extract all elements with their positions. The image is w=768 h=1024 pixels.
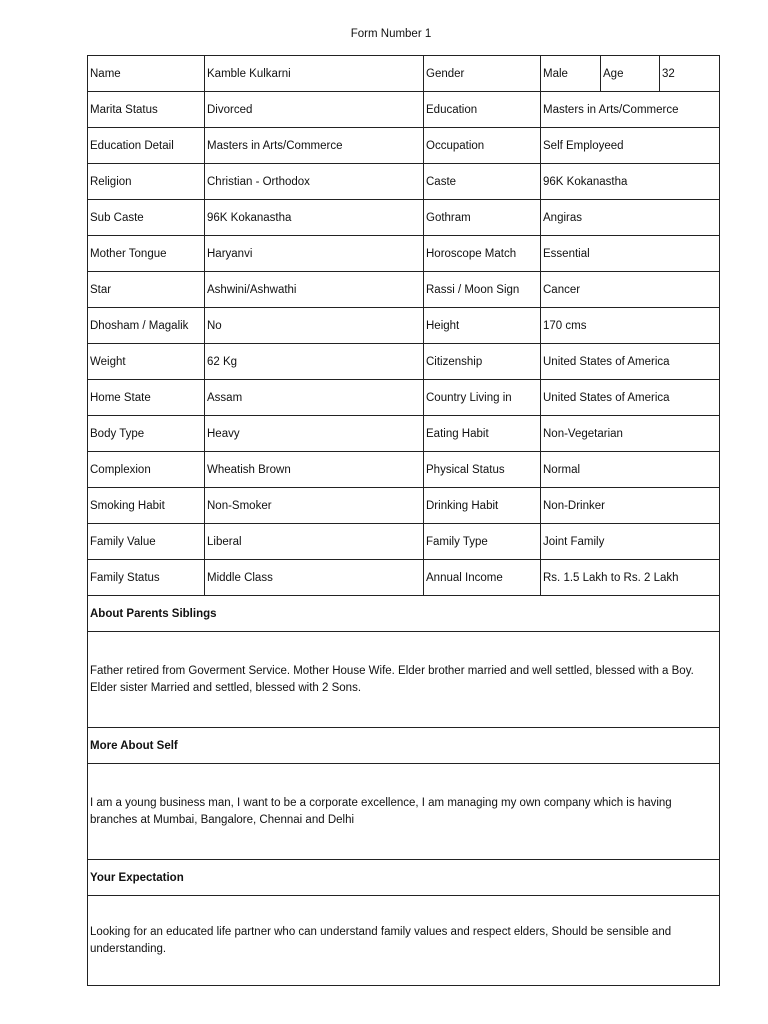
- field-value: Assam: [205, 380, 424, 416]
- field-label: Physical Status: [424, 452, 541, 488]
- form-row: [88, 92, 720, 128]
- section-text-about-self: I am a young business man, I want to be a corporate excellence, I am managing my own company which is having branches at Mumbai, Bangalore, Chennai and Delhi: [88, 764, 720, 860]
- field-label: Smoking Habit: [88, 488, 205, 524]
- field-label: Education Detail: [88, 128, 205, 164]
- field-value: Divorced: [205, 92, 424, 128]
- form-row: [88, 452, 720, 488]
- field-label: Body Type: [88, 416, 205, 452]
- form-row: [88, 524, 720, 560]
- section-heading-about-self: More About Self: [88, 728, 720, 764]
- age-label: Age: [601, 56, 660, 92]
- form-row: [88, 128, 720, 164]
- field-label: Sub Caste: [88, 200, 205, 236]
- field-label: Caste: [424, 164, 541, 200]
- form-row: [88, 416, 720, 452]
- section-heading-row: [88, 596, 720, 632]
- field-value: 96K Kokanastha: [541, 164, 720, 200]
- field-label: Country Living in: [424, 380, 541, 416]
- field-label: Family Status: [88, 560, 205, 596]
- field-label: Home State: [88, 380, 205, 416]
- field-label: Gothram: [424, 200, 541, 236]
- field-label: Star: [88, 272, 205, 308]
- field-label: Family Value: [88, 524, 205, 560]
- form-row: [88, 164, 720, 200]
- field-label: Height: [424, 308, 541, 344]
- field-value: Liberal: [205, 524, 424, 560]
- field-value: Masters in Arts/Commerce: [205, 128, 424, 164]
- section-text-row: [88, 632, 720, 728]
- field-value: Non-Vegetarian: [541, 416, 720, 452]
- field-value: 96K Kokanastha: [205, 200, 424, 236]
- field-label: Education: [424, 92, 541, 128]
- form-row-name: [88, 56, 720, 92]
- field-value: Heavy: [205, 416, 424, 452]
- name-label: Name: [88, 56, 205, 92]
- section-heading-row: [88, 860, 720, 896]
- form-row: [88, 200, 720, 236]
- field-label: Drinking Habit: [424, 488, 541, 524]
- field-value: No: [205, 308, 424, 344]
- form-row: [88, 488, 720, 524]
- field-label: Rassi / Moon Sign: [424, 272, 541, 308]
- field-value: Wheatish Brown: [205, 452, 424, 488]
- form-row: [88, 236, 720, 272]
- field-label: Religion: [88, 164, 205, 200]
- field-value: United States of America: [541, 344, 720, 380]
- form-row: [88, 380, 720, 416]
- field-value: Ashwini/Ashwathi: [205, 272, 424, 308]
- section-heading-parents-siblings: About Parents Siblings: [88, 596, 720, 632]
- section-text-parents-siblings: Father retired from Goverment Service. Mother House Wife. Elder brother married and well settled, blessed with a Boy. Elder sister Married and settled, blessed with 2 Sons.: [88, 632, 720, 728]
- section-text-expectation: Looking for an educated life partner who can understand family values and respect elders, Should be sensible and understanding.: [88, 896, 720, 986]
- field-label: Annual Income: [424, 560, 541, 596]
- field-label: Complexion: [88, 452, 205, 488]
- field-label: Family Type: [424, 524, 541, 560]
- field-value: Cancer: [541, 272, 720, 308]
- field-value: Joint Family: [541, 524, 720, 560]
- gender-value: Male: [541, 56, 601, 92]
- field-value: Self Employeed: [541, 128, 720, 164]
- field-label: Marita Status: [88, 92, 205, 128]
- form-title: Form Number 1: [350, 28, 432, 40]
- field-label: Mother Tongue: [88, 236, 205, 272]
- age-value: 32: [660, 56, 720, 92]
- field-value: 62 Kg: [205, 344, 424, 380]
- field-label: Eating Habit: [424, 416, 541, 452]
- field-value: Non-Smoker: [205, 488, 424, 524]
- field-label: Horoscope Match: [424, 236, 541, 272]
- field-value: Rs. 1.5 Lakh to Rs. 2 Lakh: [541, 560, 720, 596]
- field-label: Citizenship: [424, 344, 541, 380]
- section-heading-row: [88, 728, 720, 764]
- section-heading-expectation: Your Expectation: [88, 860, 720, 896]
- field-value: Christian - Orthodox: [205, 164, 424, 200]
- profile-form-table: [87, 55, 720, 986]
- field-value: United States of America: [541, 380, 720, 416]
- gender-label: Gender: [424, 56, 541, 92]
- field-value: Normal: [541, 452, 720, 488]
- form-row: [88, 308, 720, 344]
- form-row: [88, 272, 720, 308]
- field-value: Essential: [541, 236, 720, 272]
- form-row: [88, 560, 720, 596]
- section-text-row: [88, 764, 720, 860]
- field-value: Angiras: [541, 200, 720, 236]
- section-text-row: [88, 896, 720, 986]
- field-value: Masters in Arts/Commerce: [541, 92, 720, 128]
- field-value: Haryanvi: [205, 236, 424, 272]
- field-label: Weight: [88, 344, 205, 380]
- field-value: Middle Class: [205, 560, 424, 596]
- field-label: Occupation: [424, 128, 541, 164]
- field-value: 170 cms: [541, 308, 720, 344]
- field-value: Non-Drinker: [541, 488, 720, 524]
- field-label: Dhosham / Magalik: [88, 308, 205, 344]
- form-row: [88, 344, 720, 380]
- name-value: Kamble Kulkarni: [205, 56, 424, 92]
